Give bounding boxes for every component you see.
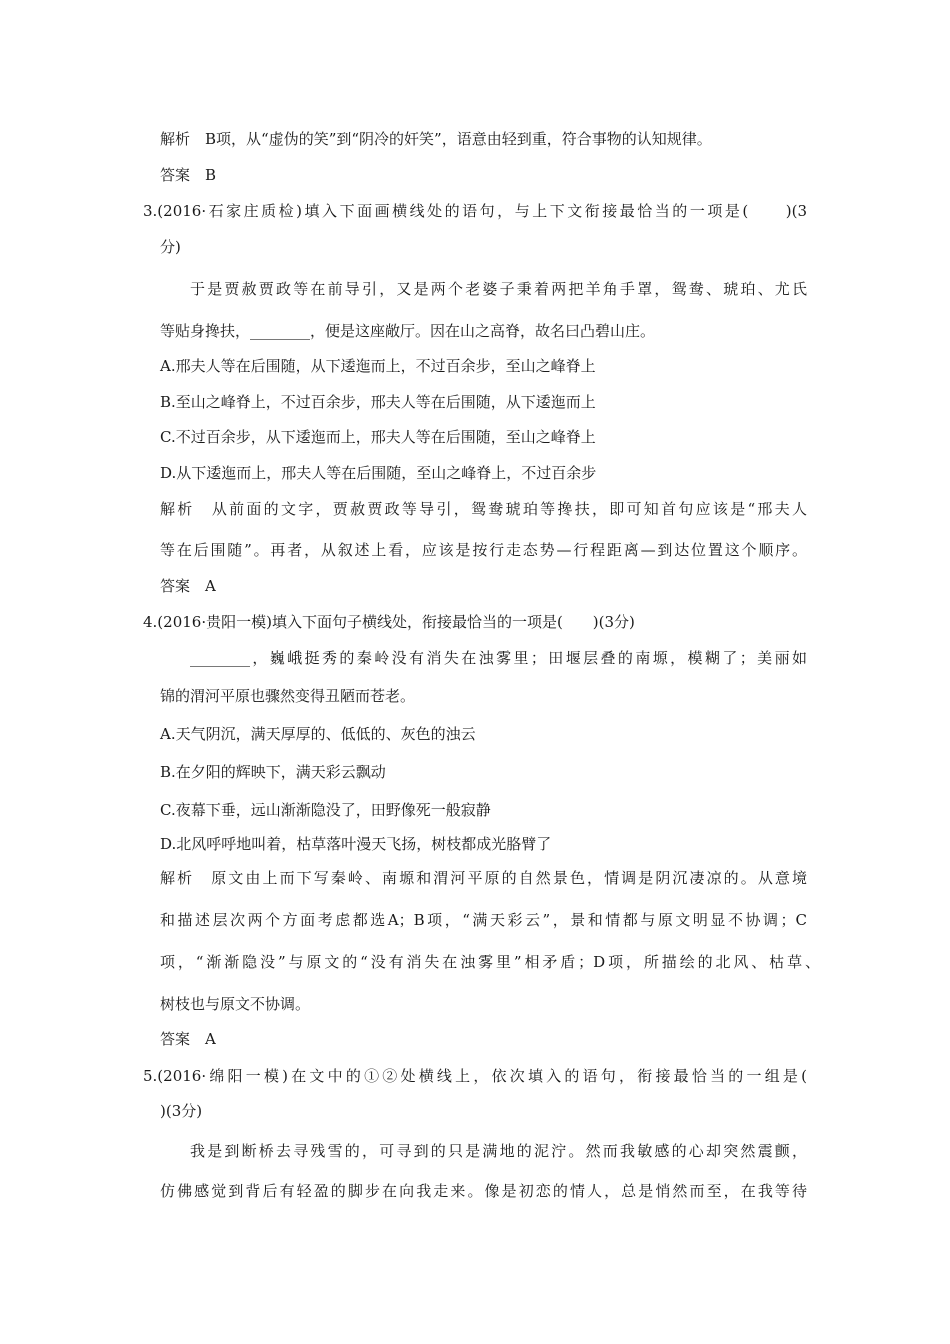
q3-option-c: C.不过百余步，从下逶迤而上，邢夫人等在后围随，至山之峰脊上 xyxy=(160,428,596,446)
q2-answer: 答案 B xyxy=(160,166,217,184)
q4-option-b: B.在夕阳的辉映下，满天彩云飘动 xyxy=(160,763,386,781)
q4-passage-cont: 锦的渭河平原也骤然变得丑陋而苍老。 xyxy=(160,687,416,705)
q5-stem: 5.(2016·绵阳一模)在文中的①②处横线上，依次填入的语句，衔接最恰当的一组是( xyxy=(143,1067,807,1085)
q3-option-a: A.邢夫人等在后围随，从下逶迤而上，不过百余步，至山之峰脊上 xyxy=(160,357,596,375)
q3-stem-cont: 分) xyxy=(160,238,181,256)
q4-analysis-cont-2: 项，“渐渐隐没”与原文的“没有消失在浊雾里”相矛盾；D项，所描绘的北风、枯草、 xyxy=(160,953,820,971)
q3-answer: 答案 A xyxy=(160,577,216,595)
q4-stem: 4.(2016·贵阳一模)填入下面句子横线处，衔接最恰当的一项是( )(3分) xyxy=(143,613,635,631)
q3-analysis: 解析 从前面的文字，贾赦贾政等导引，鸳鸯琥珀等搀扶，即可知首句应该是“邢夫人 xyxy=(160,500,807,518)
q3-option-b: B.至山之峰脊上，不过百余步，邢夫人等在后围随，从下逶迤而上 xyxy=(160,393,596,411)
q2-analysis: 解析 B项，从“虚伪的笑”到“阴冷的奸笑”，语意由轻到重，符合事物的认知规律。 xyxy=(160,130,712,148)
q3-stem: 3.(2016·石家庄质检)填入下面画横线处的语句，与上下文衔接最恰当的一项是( )(3 xyxy=(143,202,807,220)
q5-stem-cont: )(3分) xyxy=(160,1102,203,1120)
q4-option-c: C.夜幕下垂，远山渐渐隐没了，田野像死一般寂静 xyxy=(160,801,491,819)
q4-passage: ________，巍峨挺秀的秦岭没有消失在浊雾里；田堰层叠的南塬，模糊了；美丽如 xyxy=(190,649,807,667)
q3-option-d: D.从下逶迤而上，邢夫人等在后围随，至山之峰脊上，不过百余步 xyxy=(160,464,597,482)
q4-analysis-cont-1: 和描述层次两个方面考虑都选A；B项，“满天彩云”，景和情都与原文明显不协调；C xyxy=(160,911,807,929)
q4-analysis: 解析 原文由上而下写秦岭、南塬和渭河平原的自然景色，情调是阴沉凄凉的。从意境 xyxy=(160,869,807,887)
q5-passage-cont: 仿佛感觉到背后有轻盈的脚步在向我走来。像是初恋的情人，总是悄然而至，在我等待 xyxy=(160,1182,807,1200)
q4-analysis-cont-3: 树枝也与原文不协调。 xyxy=(160,995,311,1013)
q4-option-a: A.天气阴沉，满天厚厚的、低低的、灰色的浊云 xyxy=(160,725,476,743)
q3-analysis-cont: 等在后围随”。再者，从叙述上看，应该是按行走态势—行程距离—到达位置这个顺序。 xyxy=(160,541,807,559)
q3-passage: 于是贾赦贾政等在前导引，又是两个老婆子秉着两把羊角手罩，鸳鸯、琥珀、尤氏 xyxy=(190,280,807,298)
q3-passage-cont: 等贴身搀扶，________，便是这座敞厅。因在山之高脊，故名曰凸碧山庄。 xyxy=(160,322,656,340)
q4-answer: 答案 A xyxy=(160,1030,216,1048)
q5-passage: 我是到断桥去寻残雪的，可寻到的只是满地的泥泞。然而我敏感的心却突然震颤， xyxy=(190,1142,807,1160)
q4-option-d: D.北风呼呼地叫着，枯草落叶漫天飞扬，树枝都成光胳臂了 xyxy=(160,835,552,853)
